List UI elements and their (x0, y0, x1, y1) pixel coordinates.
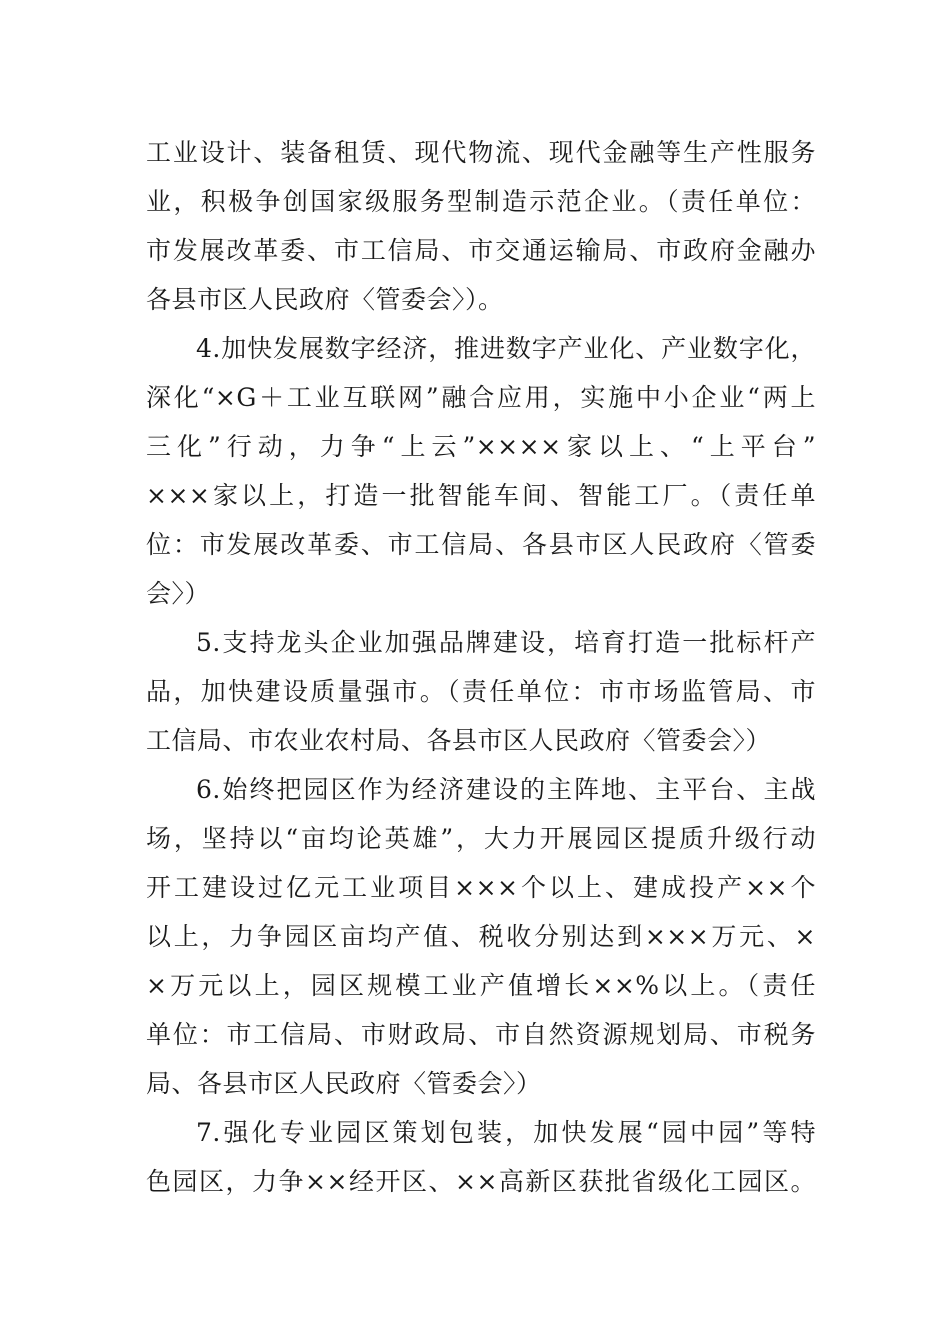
paragraph-first-line: 6.始终把园区作为经济建设的主阵地、主平台、主战 (196, 775, 816, 804)
text-line: 工业设计、装备租赁、现代物流、现代金融等生产性服务 (146, 138, 816, 167)
paragraph-first-line: 4.加快发展数字经济，推进数字产业化、产业数字化， (196, 334, 816, 363)
text-line: 业，积极争创国家级服务型制造示范企业。（责任单位： (146, 187, 816, 216)
text-line: 工信局、市农业农村局、各县市区人民政府〈管委会〉） (146, 726, 772, 755)
text-line: 市发展改革委、市工信局、市交通运输局、市政府金融办 (146, 236, 816, 265)
text-line: 位：市发展改革委、市工信局、各县市区人民政府〈管委 (146, 530, 816, 559)
text-line: 开工建设过亿元工业项目×××个以上、建成投产××个 (146, 873, 816, 902)
text-line: 三化”行动，力争“上云”××××家以上、“上平台” (146, 432, 816, 461)
text-line: 以上，力争园区亩均产值、税收分别达到×××万元、× (146, 922, 816, 951)
text-line: 会〉） (146, 579, 211, 608)
text-line: 局、各县市区人民政府〈管委会〉） (146, 1069, 542, 1098)
text-line: ×××家以上，打造一批智能车间、智能工厂。（责任单 (146, 481, 816, 510)
text-line: ×万元以上，园区规模工业产值增长××%以上。（责任 (146, 971, 816, 1000)
text-line: 色园区，力争××经开区、××高新区获批省级化工园区。 (146, 1167, 816, 1196)
text-line: 品，加快建设质量强市。（责任单位：市市场监管局、市 (146, 677, 816, 706)
text-line: 深化“×G＋工业互联网”融合应用，实施中小企业“两上 (146, 383, 816, 412)
text-line: 场，坚持以“亩均论英雄”，大力开展园区提质升级行动 (146, 824, 816, 853)
document-body (146, 128, 816, 1206)
text-line: 各县市区人民政府〈管委会〉）。 (146, 285, 504, 314)
paragraph-first-line: 5.支持龙头企业加强品牌建设，培育打造一批标杆产 (196, 628, 816, 657)
paragraph-first-line: 7.强化专业园区策划包装，加快发展“园中园”等特 (196, 1118, 816, 1147)
text-line: 单位：市工信局、市财政局、市自然资源规划局、市税务 (146, 1020, 816, 1049)
